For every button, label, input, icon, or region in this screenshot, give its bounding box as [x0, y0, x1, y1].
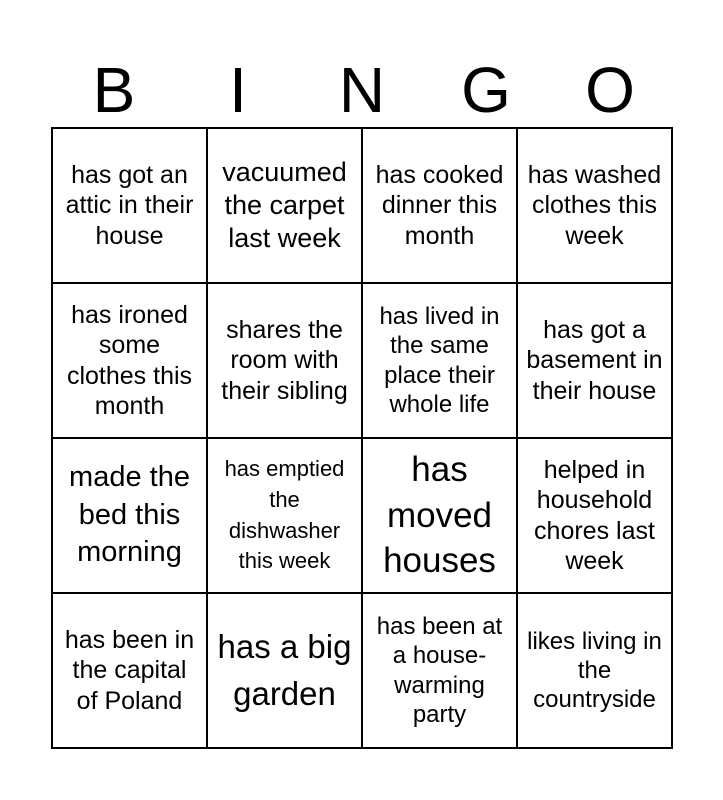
header-letter-b: B [92, 54, 136, 126]
bingo-cell-r4c2[interactable]: has a big garden [208, 594, 363, 749]
header-letter-n: N [338, 54, 386, 126]
bingo-cell-r4c3[interactable]: has been at a house-warming party [363, 594, 518, 749]
bingo-cell-r2c2[interactable]: shares the room with their sibling [208, 284, 363, 439]
bingo-cell-r3c3[interactable]: has moved houses [363, 439, 518, 594]
bingo-header [52, 52, 672, 128]
bingo-cell-r4c1[interactable]: has been in the capital of Poland [53, 594, 208, 749]
bingo-cell-r3c4[interactable]: helped in household chores last week [518, 439, 673, 594]
bingo-cell-r4c4[interactable]: likes living in the countryside [518, 594, 673, 749]
header-letter-g: G [461, 54, 511, 126]
header-letter-o: O [585, 54, 635, 126]
bingo-cell-r1c1[interactable]: has got an attic in their house [53, 129, 208, 284]
header-letter-i: I [229, 54, 247, 126]
bingo-board [51, 127, 673, 749]
bingo-cell-r1c2[interactable]: vacuumed the carpet last week [208, 129, 363, 284]
bingo-cell-r1c4[interactable]: has washed clothes this week [518, 129, 673, 284]
bingo-cell-r2c4[interactable]: has got a basement in their house [518, 284, 673, 439]
bingo-cell-r3c2[interactable]: has emptied the dishwasher this week [208, 439, 363, 594]
bingo-cell-r1c3[interactable]: has cooked dinner this month [363, 129, 518, 284]
bingo-cell-r3c1[interactable]: made the bed this morning [53, 439, 208, 594]
bingo-cell-r2c1[interactable]: has ironed some clothes this month [53, 284, 208, 439]
bingo-cell-r2c3[interactable]: has lived in the same place their whole life [363, 284, 518, 439]
